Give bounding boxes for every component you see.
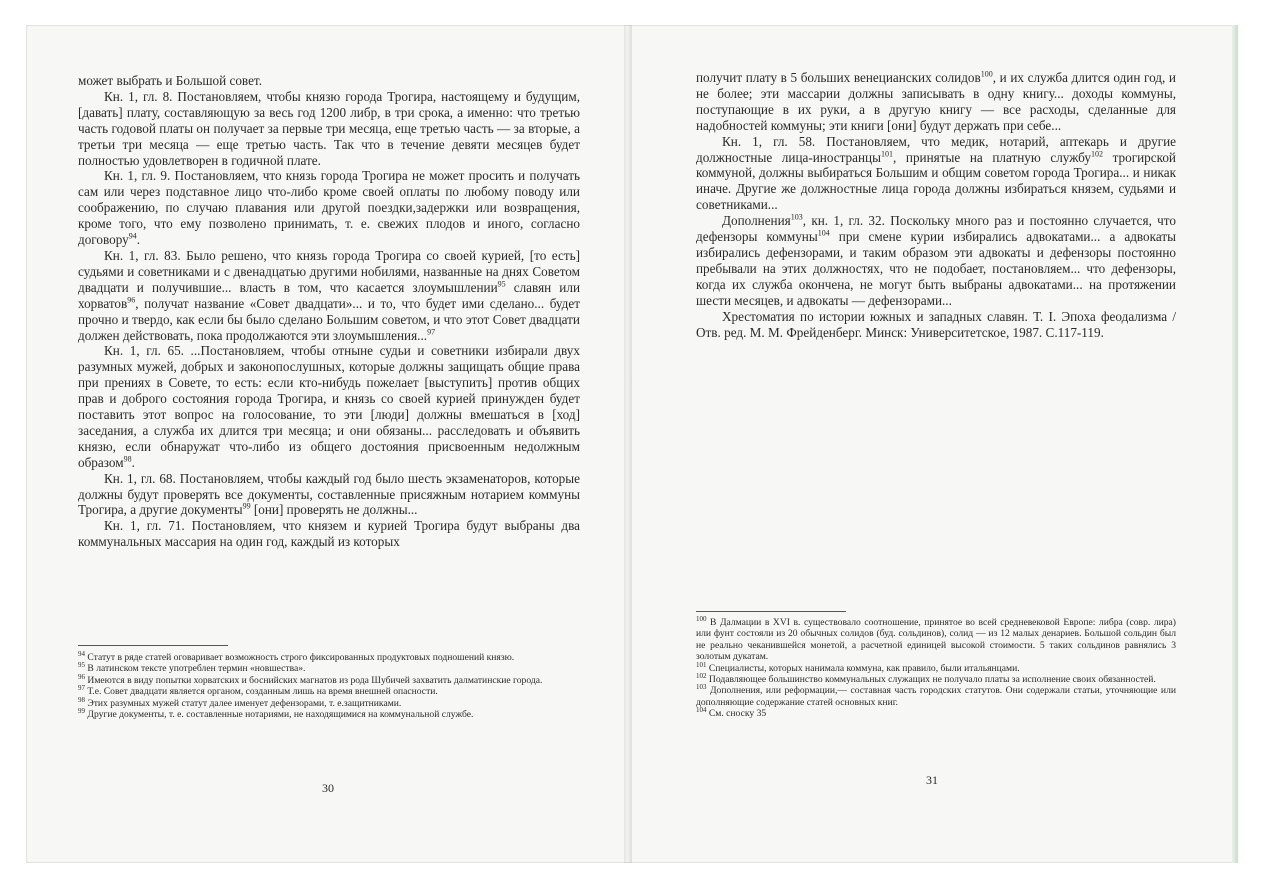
footnote-number: 101 — [696, 660, 707, 669]
paragraph-text: , получат название «Совет двадцати»... и то, что будет ими сделано... будет прочно и твердо, как если бы было сделано Большим советом, и что этот Совет двадцати должен действовать, пока продолжаются эти злоумышления... — [78, 295, 580, 343]
footnote-number: 94 — [78, 649, 85, 658]
paragraph — [696, 70, 1176, 134]
right-page — [696, 25, 1176, 863]
paragraph-text: славян или хорватов — [78, 279, 580, 311]
book-spread — [26, 25, 1238, 863]
paragraph-text: Кн. 1, гл. 65. ...Постановляем, чтобы отныне судьи и советники избирали двух разумных мужей, добрых и законопослушных, которые должны защищать общие права при прениях в Совете, то есть: если кто-нибудь пожелает [выступить] против общих прав и доброго состояния города Трогира, и князь со своей курией принужден будет поставить этот вопрос на голосование, то эти [люди] должны вмешаться в [ход] заседания, а служба их длится три месяца; и они обязаны... расследовать и объявить князю, если обнаружат что-либо из общего достояния присвоенным недолжным образом — [78, 343, 580, 470]
footnote-ref: 101 — [880, 149, 893, 159]
paragraph-text: получит плату в 5 больших венецианских солидов — [696, 70, 981, 85]
footnote-ref: 96 — [127, 295, 136, 305]
footnote-text: В латинском тексте употреблен термин «новшества». — [85, 663, 306, 675]
page-number: 31 — [926, 773, 938, 787]
left-footnotes — [78, 649, 580, 721]
paragraph-text: , и их служба длится один год, и не более; эти массарии должны записывать в одну книгу... доходы коммуны, поступающие в их руки, а в другую книгу — все расходы, сделанные для надобностей коммуны; эти книги [они] будут держать при себе... — [696, 70, 1176, 133]
paragraph-text: , кн. 1, гл. 32. Поскольку много раз и постоянно случается, что дефензоры коммуны — [696, 213, 1176, 245]
footnote-divider — [78, 645, 228, 646]
footnote — [78, 706, 580, 721]
paragraph: Хрестоматия по истории южных и западных славян. Т. I. Эпоха феодализма / Отв. ред. М. М. Фрейденберг. Минск: Университетское, 1987. С.117-119. — [696, 308, 1176, 340]
footnote-text: Специалисты, которых нанимала коммуна, как правило, были итальянцами. — [706, 662, 1020, 674]
footnote-ref: 99 — [242, 502, 251, 512]
footnote — [78, 663, 580, 674]
paragraph: может выбрать и Большой совет. — [78, 73, 262, 88]
footnote-ref: 104 — [817, 228, 830, 238]
footnote-ref: 98 — [123, 454, 132, 464]
footnote-number: 97 — [78, 684, 85, 693]
footnote-number: 95 — [78, 661, 85, 670]
left-page — [78, 25, 580, 863]
page-number: 30 — [322, 781, 334, 795]
paragraph-text: Кн. 1, гл. 58. Постановляем, что медик, нотарий, аптекарь и другие должностные лица-иностранцы — [696, 133, 1176, 165]
footnote — [696, 614, 1176, 663]
paragraph-text: Кн. 1, гл. 83. Было решено, что князь города Трогира со своей курией, [то есть] судьями и советниками и с двенадцатью другими нобилями, названные на днях Советом двадцати и получившие... власть в том, что касается злоумышлении — [78, 247, 580, 295]
footnote-number: 98 — [78, 695, 85, 704]
footnote — [696, 671, 1176, 686]
footnote-text: Имеются в виду попытки хорватских и боснийских магнатов из рода Шубичей захватить далматинские города. — [85, 674, 543, 686]
footnote-number: 102 — [696, 671, 707, 680]
paragraph-text: трогирской коммуной, должны выбираться Большим и общим советом города Трогира... и никак иначе. Другие же должностные лица города должны избираться князем, судьями и советниками... — [696, 149, 1176, 213]
paragraph — [78, 471, 580, 519]
footnote-number: 100 — [696, 614, 707, 623]
footnote-number: 99 — [78, 706, 85, 715]
paragraph-text: Кн. 1, гл. 68. Постановляем, чтобы каждый год было шесть экзаменаторов, которые должны будут проверять все документы, составленные присяжным нотарием коммуны Трогира, а другие документы — [78, 470, 580, 518]
footnote — [78, 695, 580, 709]
paragraph-text: при смене курии избирались адвокатами... а адвокаты избирались дефензорами, и таким образом эти адвокаты и дефензоры постоянно пребывали на этих должностях, что не подобает, постановляем... что дефензоры, когда их служба окончена, не могут быть выбраны адвокатами... на протяжении шести месяцев, и адвокаты — дефензорами... — [696, 229, 1176, 308]
footnote-text: Т.е. Совет двадцати является органом, созданным лишь на время внешней опасности. — [85, 686, 438, 698]
left-body-text — [78, 73, 580, 550]
paragraph: Кн. 1, гл. 71. Постановляем, что князем и курией Трогира будут выбраны два коммунальных массария на один год, каждый из которых — [78, 518, 580, 550]
footnote-number: 96 — [78, 672, 85, 681]
paragraph-text: , принятые на платную службу — [892, 149, 1091, 165]
footnote-text: В Далмации в XVI в. существовало соотношение, принятое во всей средневековой Европе: либра (совр. лира) или фунт состояли из 20 обычных солидов (буд. сольдинов), солид — из 12 малых денариев. Большой сольдин был не реально чеканившейся монетой, а расчетной единицей высокой стоимости. 5 таких сольдинов равнялись 3 золотым дукатам. — [696, 617, 1176, 663]
paragraph-text: Дополнения — [722, 213, 791, 229]
footnote-ref: 103 — [790, 212, 803, 222]
paragraph — [696, 213, 1176, 308]
footnote-text: Статут в ряде статей оговаривает возможность строго фиксированных продуктовых подношений князю. — [85, 652, 515, 663]
paragraph — [78, 248, 580, 343]
footnote — [696, 708, 1176, 719]
footnote — [696, 660, 1176, 674]
footnote — [78, 672, 580, 686]
footnote-text: Этих разумных мужей статут далее именует дефензорами, т. е.защитниками. — [85, 697, 402, 709]
footnote-ref: 95 — [497, 279, 506, 289]
right-footnotes — [696, 614, 1176, 720]
footnote — [696, 685, 1176, 708]
footnote-number: 104 — [696, 706, 707, 715]
footnote-text: Другие документы, т. е. составленные нотариями, не находящимися на коммунальной службе. — [85, 709, 474, 721]
footnote-text: Дополнения, или реформации,— составная часть городских статутов. Они содержали статьи, уточняющие или дополняющие содержание статей основных книг. — [696, 685, 1176, 708]
footnote-ref: 100 — [980, 69, 993, 79]
right-body-text — [696, 70, 1176, 340]
book-spine — [624, 25, 632, 863]
footnote-ref: 97 — [427, 327, 436, 337]
paragraph-text: Кн. 1, гл. 9. Постановляем, что князь города Трогира не может просить и получать сам или через подставное лицо что-либо кроме своей оплаты по любому поводу или соображению, по случаю плавания или другой поездки,задержки или возвращения, кроме того, что ему позволено принимать, т. е. свежих плодов и иного, согласно договору — [78, 168, 580, 248]
footnote-divider — [696, 611, 846, 612]
footnote-text: Подавляющее большинство коммунальных служащих не получало платы за исполнение своих обязанностей. — [706, 674, 1156, 686]
footnote-ref: 102 — [1090, 149, 1103, 159]
footnote — [78, 649, 580, 663]
page-edge — [1232, 25, 1238, 863]
paragraph — [696, 134, 1176, 214]
paragraph-text: [они] проверять не должны... — [250, 502, 418, 518]
paragraph: Кн. 1, гл. 65. ...Постановляем, чтобы отныне судьи и советники избирали двух разумных мужей, добрых и законопослушных, которые должны защищать общие права при прениях в Совете, то есть: если кто-нибудь пожелает [выступить] против общих прав и доброго состояния города Трогира, и князь со своей курией принужден будет поставить этот вопрос на голосование, то эти [люди] должны вмешаться в [ход] заседания, а служба их длится три месяца; и они обязаны... расследовать и объявить князю, если обнаружат что-либо из общего достояния присвоенным недолжным образом$^{98}$. — [78, 343, 580, 470]
footnote-number: 103 — [696, 683, 707, 692]
paragraph: Кн. 1, гл. 9. Постановляем, что князь города Трогира не может просить и получать сам или через подставное лицо что-либо кроме своей оплаты по любому поводу или соображению, по случаю плавания или другой поездки,задержки или возвращения, кроме того, что ему позволено принимать, т. е. свежих плодов и иного, согласно договору$^{94}$. — [78, 168, 580, 248]
footnote-ref: 94 — [128, 231, 137, 241]
paragraph: Кн. 1, гл. 8. Постановляем, чтобы князю города Трогира, настоящему и будущим, [давать] плату, составляющую за весь год 1200 либр, в три срока, а именно: что третью часть годовой платы он получает за первые три месяца, еще третью часть — за вторые, а третьи три месяца — еще третью часть. Так что в течение девяти месяцев будет полностью удовлетворен в годичной плате. — [78, 88, 580, 168]
footnote-text: См. сноску 35 — [706, 708, 767, 720]
footnote — [78, 686, 580, 697]
